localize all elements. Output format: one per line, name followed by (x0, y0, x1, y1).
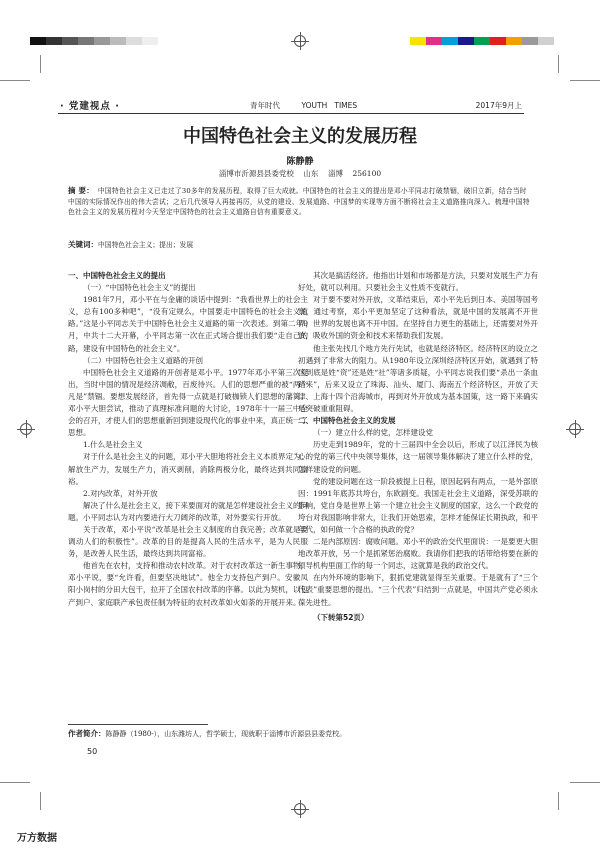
registration-mark-bottom (291, 800, 309, 818)
section-heading: 二、中国特色社会主义的发展 (298, 416, 396, 426)
registration-mark-top (291, 32, 309, 50)
paragraph: 中国特色社会主义道路的开创者是邓小平。1977年邓小平第三次复出，当时中国的情况是经济凋敝，百废待兴。人们的思想严重的被“两个凡是”禁锢。要想发展经济，首先得一点就是打破枷锁人们思想的藩篱。邓小平大胆尝试，推动了真理标准问题的大讨论，1978年十一届三中全会的召开，才使人们的思想重新回到建设现代化的事业中来，真正统一了思想。 (68, 367, 308, 438)
crop-mark-br-v (558, 792, 559, 810)
paragraph: （二）中国特色社会主义道路的开创 (83, 355, 203, 365)
paragraph: 党的建设问题在这一阶段被提上日程，原因起码有两点，一是外部原因：1991年底苏共垮台，东欧剧变。我国走社会主义道路，深受苏联的影响，党自身是世界上第一个建立社会主义制度的国家，这么一个政党的垮台对我国影响非常大，让我们开始思索，怎样才能保证长期执政，和平年代，如何做一个合格的执政的党？ (298, 476, 538, 534)
crop-mark-bl-h (0, 782, 30, 783)
continued-note: （下转第52页） (313, 612, 369, 622)
crop-mark-tr-h (570, 80, 600, 81)
author-bio (68, 728, 346, 739)
author-bio-text: 陈静静（1980-），山东潍坊人，哲学硕士，现就职于淄博市沂源县县委党校。 (105, 730, 347, 738)
paragraph: 在内外环境的影响下，狠抓党建就显得至关重要。于是就有了“三个代表”重要思想的提出。“三个代表”归结到一点就是，中国共产党必须永葆先进性。 (298, 573, 538, 607)
paragraph: 关于改革，邓小平说“改革是社会主义制度的自我完善；改革就是要调动人们的积极性”。改革的目的是提高人民的生活水平，是为人民服务，是改善人民生活，最终达到共同富裕。 (68, 524, 308, 559)
color-bar-left (30, 37, 158, 45)
paragraph: （一）“中国特色社会主义”的提出 (83, 283, 196, 293)
paragraph: 解决了什么是社会主义，接下来要面对的就是怎样建设社会主义的问题。小平同志认为对内要进行大刀阔斧的改革，对外要实行开放。 (68, 500, 308, 522)
crop-mark-bl-v (40, 792, 41, 810)
paragraph: 1981年7月，邓小平在与金庸的谈话中提到：“我看世界上的社会主义，总有100多种吧”，“没有定规么，中国要走中国特色的社会主义道路。”这是小平同志关于中国特色社会主义道路的第一次表述。到第二年9月，中共十二大开幕，小平同志第一次在正式场合提出我们要“走自己的路，建设有中国特色的社会主义”。 (68, 295, 308, 353)
section-label: · 党建视点 · (60, 101, 120, 112)
wanfang-watermark: 万方数据 (17, 833, 57, 844)
color-bar-right (410, 37, 554, 45)
right-column (298, 270, 538, 624)
abstract-label: 摘 要： (68, 186, 94, 195)
paragraph: 1.什么是社会主义 (83, 440, 143, 450)
author-name: 陈静静 (286, 157, 314, 167)
header-rule (58, 113, 524, 114)
registration-mark-right (566, 420, 584, 438)
crop-mark-tl-h (0, 80, 30, 81)
author-affiliation: 淄博市沂源县县委党校 山东 淄博 256100 (218, 169, 382, 178)
keywords (68, 239, 193, 250)
paragraph: 他主张先找几个地方先行先试，也就是经济特区。经济特区的设立之初遇到了非常大的阻力。从1980年设立深圳经济特区开始，就遇到了特区到底是姓“资”还是姓“社”等诸多质疑，小平同志说我们要“杀出一条血路来”，后来又设立了珠海、汕头、厦门、海南五个经济特区，开放了天津、上海十四个沿海城市，再到对外开放成为基本国策，这一路下来确实是突破重重阻碍。 (298, 343, 538, 414)
section-heading: 一、中国特色社会主义的提出 (68, 271, 166, 280)
keywords-text: 中国特色社会主义；提出；发展 (98, 241, 194, 249)
footnote-rule (68, 724, 208, 725)
author-bio-label: 作者简介： (68, 729, 106, 738)
registration-mark-left (17, 420, 35, 438)
keywords-label: 关键词： (68, 240, 98, 249)
article-title: 中国特色社会主义的发展历程 (183, 126, 417, 147)
crop-mark-tr-v (558, 55, 559, 73)
paragraph: 历史走到1989年，党的十三届四中全会以后，形成了以江泽民为核心的党的第三代中央领导集体，这一届领导集体解决了建立什么样的党，怎样建设党的问题。 (298, 440, 538, 474)
journal-name: 青年时代 YOUTH TIMES (250, 101, 358, 110)
paragraph: 他首先在农村，支持和推动农村改革。对于农村改革这一新生事物，邓小平说，要“允许看，但要坚决地试”。他全力支持包产到户。安徽凤阳小岗村的分田大包干，拉开了全国农村改革的序幕。以此为契机，以包产到户、家庭联产承包责任制为特征的农村改革如火如荼的开展开来。 (68, 561, 308, 607)
page-number: 50 (87, 747, 98, 756)
issue-date: 2017年9月上 (475, 101, 522, 110)
crop-mark-tl-v (40, 55, 41, 73)
abstract-text: 中国特色社会主义已走过了30多年的发展历程，取得了巨大成就。中国特色的社会主义的提出是邓小平同志打破禁锢，破旧立新，结合当时中国的实际情况作出的伟大尝试；之后几代领导人再接再厉，从党的建设、发展道路、中国梦的实现等方面不断将社会主义道路推向深入。梳理中国特色社会主义的发展历程对今天坚定中国特色的社会主义道路自信有重要意义。 (68, 187, 530, 216)
paragraph: （一）建立什么样的党，怎样建设党 (313, 428, 433, 438)
paragraph: 2.对内改革，对外开放 (83, 488, 158, 498)
left-column (68, 270, 308, 609)
paragraph: 其次是搞活经济。他指出计划和市场都是方法，只要对发展生产力有好处，就可以利用。只要社会主义性质不变就行。 (298, 271, 538, 293)
paragraph: 对于要不要对外开放，文革结束后，邓小平先后到日本、美国等国考察，通过考察，邓小平更加坚定了这种看法，就是中国的发展离不开世界，世界的发展也离不开中国。在坚持自力更生的基础上，还需要对外开放，吸收外国的资金和技术来帮助我们发展。 (298, 295, 538, 341)
paragraph: 对于什么是社会主义的问题，邓小平大胆地将社会主义本质界定为：解放生产力，发展生产力，消灭剥削，消除两极分化，最终达到共同富裕。 (68, 452, 308, 486)
abstract (68, 186, 530, 218)
paragraph: 二是内部原因：腐败问题。邓小平的政治交代里面说：一是要更大胆地改革开放，另一个是抓紧惩治腐败。我请你们把我的话带给将要在新的领导机构里面工作的每一个同志，这就算是我的政治交代。 (298, 537, 538, 571)
crop-mark-br-h (570, 782, 600, 783)
